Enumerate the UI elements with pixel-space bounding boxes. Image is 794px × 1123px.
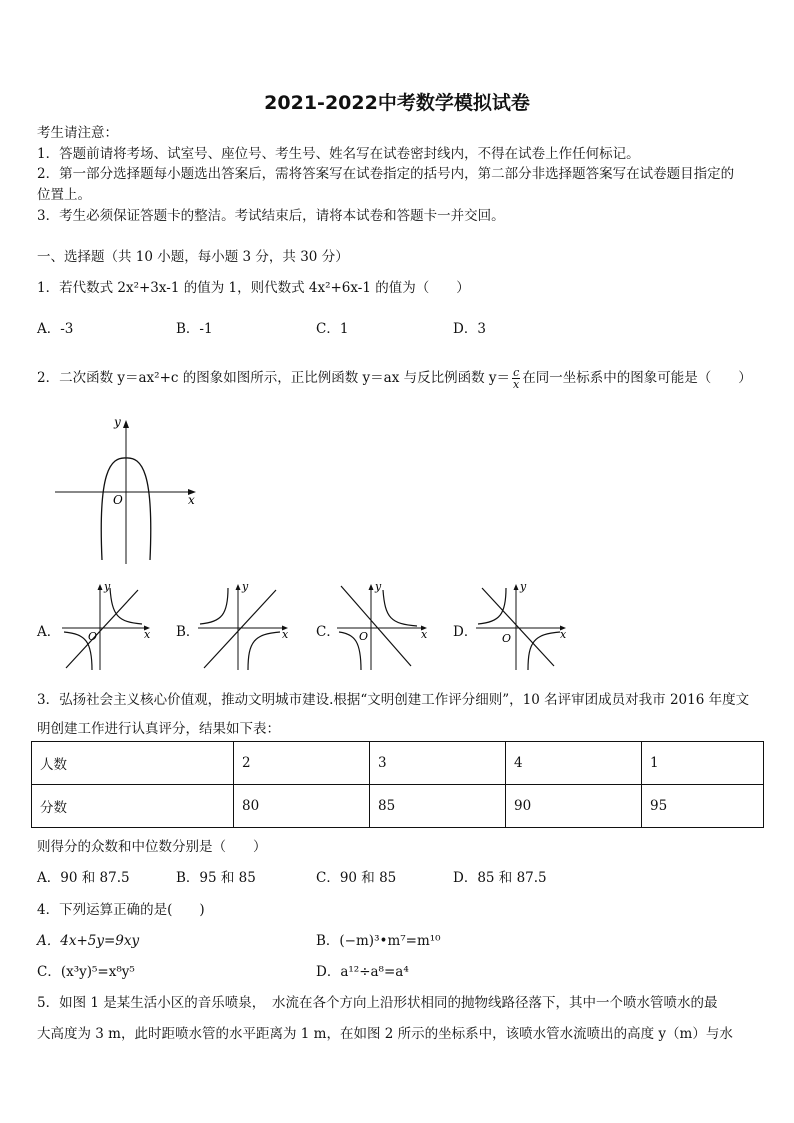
q2-option-d-label[interactable]: D． [453, 624, 478, 640]
x-axis-label: x [282, 628, 289, 641]
table-cell: 人数 [32, 742, 234, 785]
q2-fraction [512, 367, 520, 390]
linear-line [482, 588, 554, 666]
q3-option-a[interactable]: A．90 和 87.5 [37, 870, 130, 886]
q2-option-b-label[interactable]: B． [176, 624, 200, 640]
q1-option-d[interactable]: D．3 [453, 321, 486, 337]
notice-heading: 考生请注意： [37, 125, 118, 141]
q3-option-b[interactable]: B．95 和 85 [176, 870, 256, 886]
q2-parabola-figure [50, 412, 210, 572]
table-cell: 85 [370, 785, 506, 828]
q2-option-a-graph[interactable] [60, 580, 152, 672]
x-axis-label: x [560, 628, 567, 641]
q3-option-d[interactable]: D．85 和 87.5 [453, 870, 547, 886]
section-heading: 一、选择题（共 10 小题，每小题 3 分，共 30 分） [37, 249, 349, 265]
x-axis-label: x [144, 628, 151, 641]
q2-option-b-graph[interactable] [196, 580, 292, 672]
hyperbola-branch-2 [528, 632, 560, 670]
notice-item-3: 3．考生必须保证答题卡的整洁。考试结束后，请将本试卷和答题卡一并交回。 [37, 208, 505, 224]
y-axis-arrow-icon [369, 584, 374, 590]
linear-line [341, 586, 411, 666]
q3-stem-line1: 3．弘扬社会主义核心价值观，推动文明城市建设.根据“文明创建工作评分细则”，10 名评审团成员对我市 2016 年度文 [37, 692, 750, 708]
x-axis-label: x [421, 628, 428, 641]
hyperbola-branch-1 [200, 588, 228, 624]
origin-label: O [502, 632, 512, 645]
table-cell: 1 [642, 742, 764, 785]
origin-label: O [359, 630, 369, 643]
y-axis-arrow-icon [514, 584, 519, 590]
q5-stem-line1: 5．如图 1 是某生活小区的音乐喷泉， 水流在各个方向上沿形状相同的抛物线路径落下，其中一个喷水管喷水的最 [37, 995, 718, 1011]
q1-stem: 1．若代数式 2x²+3x-1 的值为 1，则代数式 4x²+6x-1 的值为（ ） [37, 280, 470, 296]
q2-option-c-label[interactable]: C． [316, 624, 340, 640]
table-cell: 80 [234, 785, 370, 828]
y-axis-label: y [242, 580, 249, 593]
hyperbola-branch-2 [248, 632, 280, 670]
q3-question: 则得分的众数和中位数分别是（ ） [37, 839, 267, 855]
hyperbola-branch-2 [339, 632, 361, 670]
notice-item-2: 2．第一部分选择题每小题选出答案后，需将答案写在试卷指定的括号内，第二部分非选择题答案写在试卷题目指定的 [37, 166, 735, 182]
q1-option-a[interactable]: A．-3 [37, 321, 74, 337]
y-axis-label: y [114, 415, 121, 429]
notice-item-2-cont: 位置上。 [37, 187, 91, 203]
origin-label: O [113, 493, 123, 507]
table-cell: 95 [642, 785, 764, 828]
q5-stem-line2: 大高度为 3 m，此时距喷水管的水平距离为 1 m，在如图 2 所示的坐标系中，该喷水管水流喷出的高度 y（m）与水 [37, 1026, 733, 1042]
table-cell: 分数 [32, 785, 234, 828]
notice-item-1: 1．答题前请将考场、试室号、座位号、考生号、姓名写在试卷密封线内，不得在试卷上作任何标记。 [37, 146, 640, 162]
table-cell: 3 [370, 742, 506, 785]
table-cell: 90 [506, 785, 642, 828]
q3-score-table [31, 741, 764, 828]
table-cell: 4 [506, 742, 642, 785]
q2-stem-part2: 在同一坐标系中的图象可能是（ ） [522, 370, 752, 386]
y-axis-label: y [104, 580, 111, 593]
q4-option-b[interactable]: B．(−m)³•m⁷=m¹⁰ [316, 933, 441, 949]
q1-option-c[interactable]: C．1 [316, 321, 349, 337]
origin-label: O [88, 630, 98, 643]
x-axis-label: x [188, 493, 195, 507]
y-axis-label: y [520, 580, 527, 593]
y-axis-label: y [375, 580, 382, 593]
q3-stem-line2: 明创建工作进行认真评分，结果如下表： [37, 721, 280, 737]
q2-frac-num: c [513, 366, 520, 379]
y-axis-arrow-icon [123, 420, 129, 428]
table-row [32, 785, 764, 828]
linear-line [204, 590, 276, 668]
q1-option-b[interactable]: B．-1 [176, 321, 213, 337]
table-row [32, 742, 764, 785]
q2-stem [37, 366, 752, 390]
y-axis-arrow-icon [98, 584, 103, 590]
table-cell: 2 [234, 742, 370, 785]
q4-option-d[interactable]: D．a¹²÷a⁸=a⁴ [316, 964, 409, 980]
linear-line [66, 590, 138, 668]
q2-stem-part1: 2．二次函数 y＝ax²+c 的图象如图所示，正比例函数 y＝ax 与反比例函数 y＝ [37, 370, 511, 386]
hyperbola-branch-1 [110, 588, 142, 624]
q3-option-c[interactable]: C．90 和 85 [316, 870, 397, 886]
exam-title: 2021-2022中考数学模拟试卷 [264, 92, 530, 114]
hyperbola-branch-1 [478, 588, 506, 624]
q4-option-c[interactable]: C．(x³y)⁵=x⁸y⁵ [37, 964, 135, 980]
y-axis-arrow-icon [236, 584, 241, 590]
hyperbola-branch-1 [383, 590, 417, 626]
q4-option-a[interactable]: A．4x+5y=9xy [37, 933, 140, 949]
q2-option-a-label[interactable]: A． [37, 624, 61, 640]
q2-option-c-graph[interactable] [335, 580, 431, 672]
q4-stem: 4．下列运算正确的是( ) [37, 902, 205, 918]
q2-frac-den: x [513, 378, 520, 391]
q2-option-d-graph[interactable] [474, 580, 570, 672]
